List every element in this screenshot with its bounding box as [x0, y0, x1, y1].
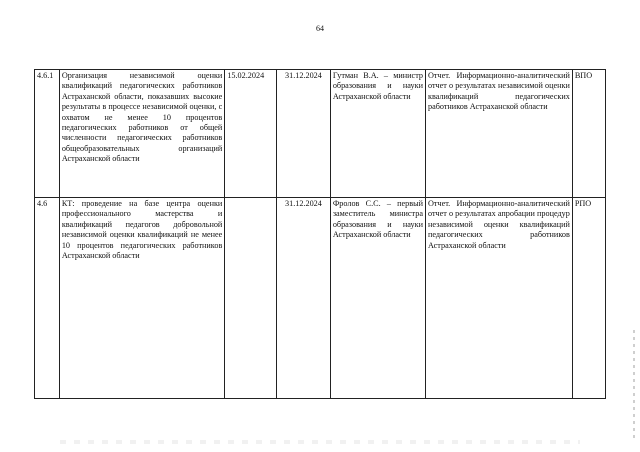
scan-artifact	[60, 440, 580, 444]
row-number-cell: 4.6.1	[35, 70, 60, 198]
responsible-cell: Фролов С.С. – первый заместитель министра образования и науки Астраханской области	[330, 198, 425, 399]
code-cell: ВПО	[572, 70, 605, 198]
scan-edge-mark	[633, 330, 635, 440]
result-cell: Отчет. Информационно-аналитический отчет о результатах апробации процедур независимой оценки квалификаций педагогических работников Астраханской области	[425, 198, 572, 399]
row-number-cell: 4.6	[35, 198, 60, 399]
start-date-cell: 15.02.2024	[225, 70, 277, 198]
task-name-cell: Организация независимой оценки квалификаций педагогических работников Астраханской области, показавших высокие результаты в процессе независимой оценки, с охватом не менее 10 процентов педагогических работников от общей численности педагогических работников общеобразовательных организаций Астраханской области	[59, 70, 225, 198]
start-date-cell	[225, 198, 277, 399]
table-row	[35, 198, 606, 399]
responsible-cell: Гутман В.А. – министр образования и науки Астраханской области	[330, 70, 425, 198]
end-date-cell: 31.12.2024	[277, 198, 331, 399]
table-row	[35, 70, 606, 198]
code-cell: РПО	[572, 198, 605, 399]
end-date-cell: 31.12.2024	[277, 70, 331, 198]
task-name-cell: КТ: проведение на базе центра оценки профессионального мастерства и квалификаций педагогов добровольной независимой оценки квалификаций не менее 10 процентов педагогических работников Астраханской области	[59, 198, 225, 399]
plan-table	[34, 69, 606, 399]
result-cell: Отчет. Информационно-аналитический отчет о результатах независимой оценки квалификаций педагогических работников Астраханской области	[425, 70, 572, 198]
page-number: 64	[316, 24, 324, 33]
